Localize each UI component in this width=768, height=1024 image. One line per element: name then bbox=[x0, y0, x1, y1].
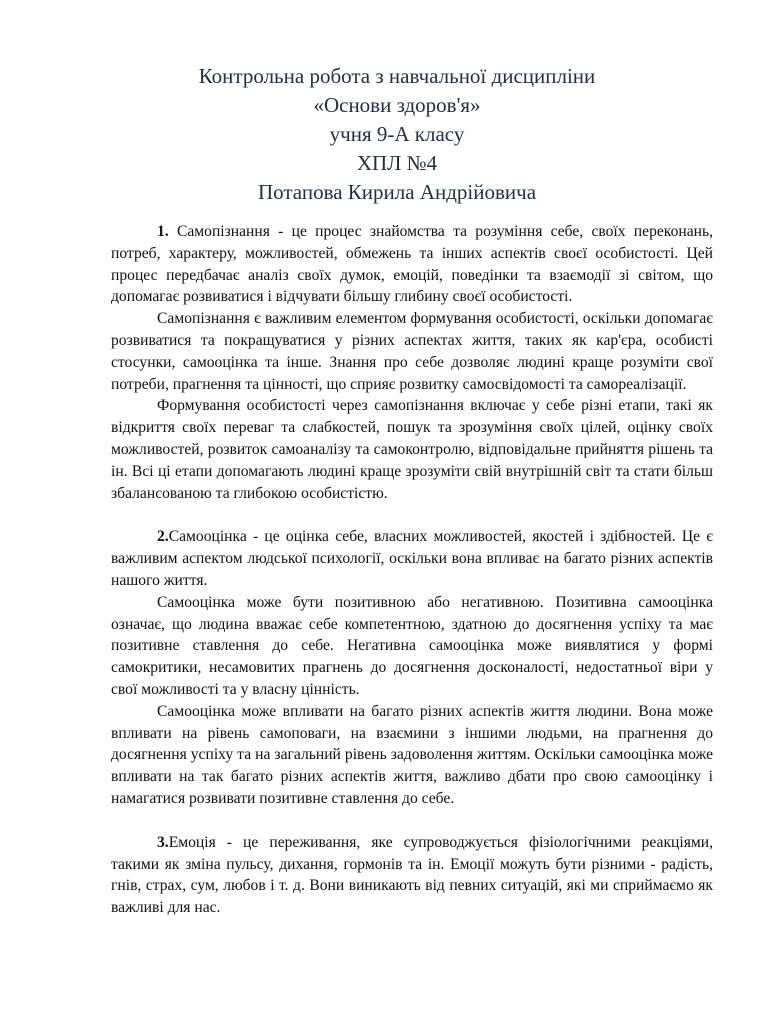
title-line-4: ХПЛ №4 bbox=[356, 151, 438, 175]
paragraph bbox=[111, 526, 713, 591]
title-line-1: Контрольна робота з навчальної дисципліни bbox=[198, 64, 596, 88]
section-number: 1. bbox=[157, 223, 169, 240]
section-number: 2. bbox=[157, 528, 169, 546]
title-line-5: Потапова Кирила Андрійовича bbox=[257, 180, 537, 204]
paragraph-text: Емоція - це переживання, яке супроводжується фізіологічними реакціями, такими як зміна пульсу, дихання, гормонів та ін. Емоції можуть бути різними - радість, гнів, страх, сум, любов і т. д. Вони виникають від певних ситуацій, які ми сприймаємо як важливі для нас. bbox=[111, 833, 713, 917]
paragraph: Формування особистості через самопізнання включає у себе різні етапи, такі як відкриття своїх переваг та слабкостей, пошук та зрозуміння своїх цілей, оцінку своїх можливостей, розвиток самоаналізу та самоконтролю, відповідальне прийняття рішень та ін. Всі ці етапи допомагають людині краще зрозуміти свій внутрішній світ та стати більш збалансованою та глибокою особистістю. bbox=[111, 397, 713, 502]
title-line-2: «Основи здоров'я» bbox=[313, 93, 481, 117]
section-2 bbox=[111, 526, 713, 809]
paragraph-text: Самопізнання - це процес знайомства та розуміння себе, своїх переконань, потреб, характеру, можливостей, обмежень та інших аспектів своєї особистості. Цей процес передбачає аналіз своїх думок, емоцій, поведінки та взаємодії зі світом, що допомагає розвиватися і відчувати більшу глибину своєї особистості. bbox=[111, 223, 713, 306]
paragraph: Самооцінка може бути позитивною або негативною. Позитивна самооцінка означає, що людина вважає себе компетентною, здатною до досягнення успіху та має позитивне ставлення до себе. Негативна самооцінка може виявлятися у формі самокритики, несамовитих прагнень до досягнення досконалості, недостатньої віри у свої можливості та у власну цінність. bbox=[111, 593, 713, 698]
paragraph-text: Самооцінка - це оцінка себе, власних можливостей, якостей і здібностей. Це є важливим аспектом людської психології, оскільки вона впливає на багато різних аспектів нашого життя. bbox=[111, 528, 713, 589]
section-number: 3. bbox=[157, 833, 169, 851]
paragraph: Самопізнання є важливим елементом формування особистості, оскільки допомагає розвиватися та покращуватися у різних аспектах життя, таких як кар'єра, особисті стосунки, самооцінка та інше. Знання про себе дозволяє людині краще розуміти свої потреби, прагнення та цінності, що сприяє розвитку самосвідомості та самореалізації. bbox=[111, 310, 713, 393]
paragraph bbox=[111, 221, 713, 308]
title-line-3: учня 9-А класу bbox=[329, 122, 465, 146]
document-header bbox=[81, 62, 713, 207]
paragraph bbox=[111, 832, 713, 919]
section-1 bbox=[111, 221, 713, 504]
document-body bbox=[111, 221, 713, 919]
section-3 bbox=[111, 832, 713, 919]
paragraph: Самооцінка може впливати на багато різних аспектів життя людини. Вона може впливати на рівень самоповаги, на взаємини з іншими людьми, на прагнення до досягнення успіху та на загальний рівень задоволення життям. Оскільки самооцінка може впливати на так багато різних аспектів життя, важливо дбати про свою самооцінку і намагатися розвивати позитивне ставлення до себе. bbox=[111, 702, 713, 807]
